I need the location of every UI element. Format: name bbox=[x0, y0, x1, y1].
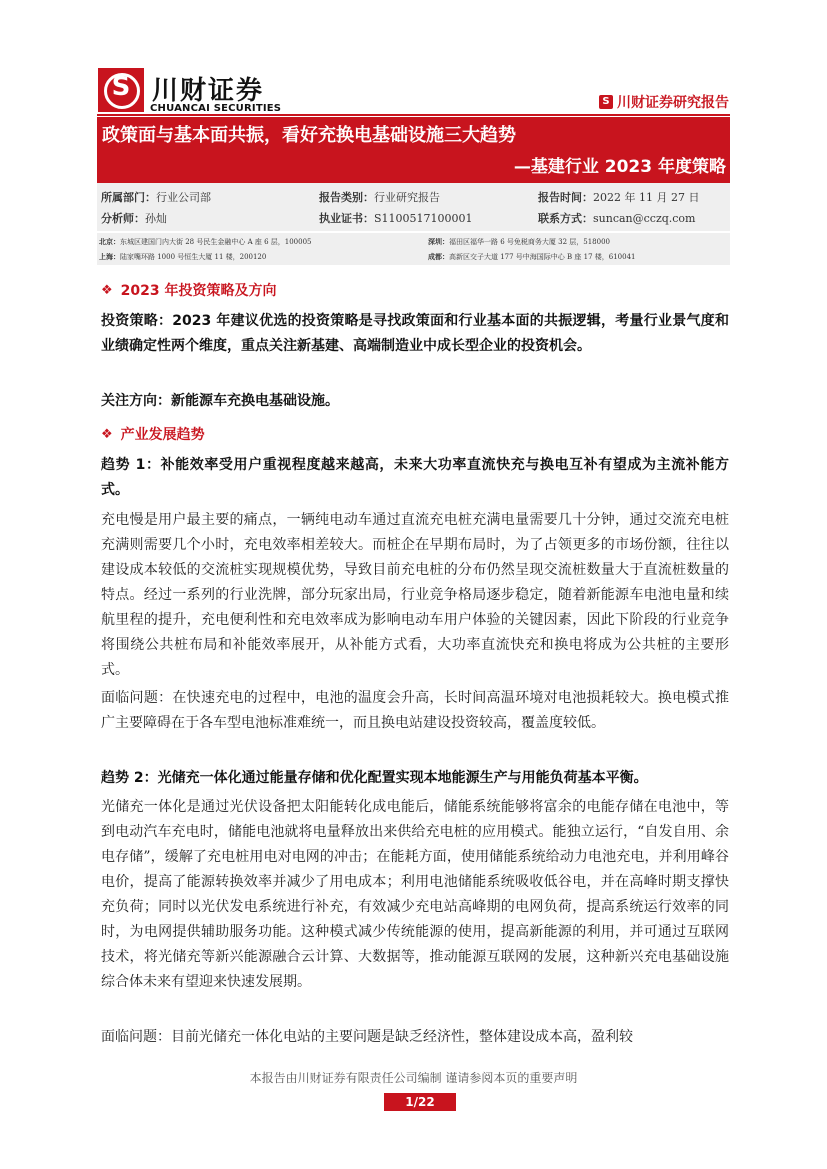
diamond-bullet-icon: ❖ bbox=[101, 426, 113, 442]
trend-1-issue: 面临问题：在快速充电的过程中，电池的温度会升高，长时间高温环境对电池损耗较大。换电模式推广主要障碍在于各车型电池标准难统一，而且换电站建设投资较高，覆盖度较低。 bbox=[101, 690, 729, 731]
report-title: 政策面与基本面共振，看好充换电基础设施三大趋势 bbox=[102, 125, 516, 146]
footer-disclaimer: 本报告由川财证券有限责任公司编制 谨请参阅本页的重要声明 bbox=[249, 1071, 578, 1085]
meta-contact: 联系方式：suncan@cczq.com bbox=[538, 212, 696, 225]
office-addresses bbox=[97, 233, 730, 265]
address-shanghai: 上海：陆家嘴环路 1000 号恒生大厦 11 楼，200120 bbox=[99, 253, 267, 261]
trend-1-title: 趋势 1：补能效率受用户重视程度越来越高，未来大功率直流快充与换电互补有望成为主流补能方式。 bbox=[101, 457, 729, 498]
address-chengdu: 成都：高新区交子大道 177 号中海国际中心 B 座 17 楼，610041 bbox=[428, 253, 636, 261]
logo-glyph: S bbox=[111, 72, 131, 102]
chuancai-logo-icon: S bbox=[599, 95, 613, 109]
trend-2-title: 趋势 2：光储充一体化通过能量存储和优化配置实现本地能源生产与用能负荷基本平衡。 bbox=[101, 770, 648, 786]
report-series-label: 川财证券研究报告 bbox=[617, 95, 729, 111]
trend-1-body: 充电慢是用户最主要的痛点，一辆纯电动车通过直流充电桩充满电量需要几十分钟，通过交流充电桩充满则需要几个小时，充电效率相差较大。而桩企在早期布局时，为了占领更多的市场份额，往往以建设成本较低的交流桩实现规模优势，导致目前充电桩的分布仍然呈现交流桩数量大于直流桩数量的特点。经过一系列的行业洗牌，部分玩家出局，行业竞争格局逐步稳定，随着新能源车电池电量和续航里程的提升，充电便利性和充电效率成为影响电动车用户体验的关键因素，因此下阶段的行业竞争将围绕公共桩布局和补能效率展开，从补能方式看，大功率直流快充和换电将成为公共桩的主要形式。 bbox=[101, 512, 729, 678]
diamond-bullet-icon: ❖ bbox=[101, 282, 113, 298]
report-subtitle: —基建行业 2023 年度策略 bbox=[513, 157, 726, 177]
company-logo bbox=[98, 68, 144, 112]
meta-dept: 所属部门：行业公司部 bbox=[101, 191, 211, 204]
meta-analyst: 分析师：孙灿 bbox=[101, 212, 167, 225]
address-shenzhen: 深圳：福田区福华一路 6 号免税商务大厦 32 层，518000 bbox=[428, 238, 610, 246]
focus-direction: 关注方向：新能源车充换电基础设施。 bbox=[101, 393, 339, 409]
header-divider bbox=[97, 114, 730, 116]
section-heading-strategy: ❖ 2023 年投资策略及方向 bbox=[101, 282, 277, 299]
page-number: 1/22 bbox=[384, 1093, 456, 1111]
company-name-en: CHUANCAI SECURITIES bbox=[150, 103, 282, 114]
meta-time: 报告时间：2022 年 11 月 27 日 bbox=[538, 191, 700, 204]
company-name-cn: 川财证券 bbox=[152, 76, 265, 106]
report-series bbox=[599, 92, 729, 112]
trend-2-issue: 面临问题：目前光储充一体化电站的主要问题是缺乏经济性，整体建设成本高，盈利较 bbox=[101, 1029, 633, 1045]
investment-strategy: 投资策略：2023 年建议优选的投资策略是寻找政策面和行业基本面的共振逻辑，考量行业景气度和业绩确定性两个维度，重点关注新基建、高端制造业中成长型企业的投资机会。 bbox=[101, 313, 729, 354]
title-banner bbox=[97, 117, 730, 183]
address-beijing: 北京：东城区建国门内大街 28 号民生金融中心 A 座 6 层，100005 bbox=[99, 238, 312, 246]
trend-2-body: 光储充一体化是通过光伏设备把太阳能转化成电能后，储能系统能够将富余的电能存储在电池中，等到电动汽车充电时，储能电池就将电量释放出来供给充电桩的应用模式。能独立运行，“自发自用、余电存储”，缓解了充电桩用电对电网的冲击；在能耗方面，使用储能系统给动力电池充电，并利用峰谷电价，提高了能源转换效率并减少了用电成本；利用电池储能系统吸收低谷电，并在高峰时期支撑快充负荷；同时以光伏发电系统进行补充，有效减少充电站高峰期的电网负荷，提高系统运行效率的同时，为电网提供辅助服务功能。这种模式减少传统能源的使用，提高新能源的利用，并可通过互联网技术，将光储充等新兴能源融合云计算、大数据等，推动能源互联网的发展，这种新兴充电基础设施综合体未来有望迎来快速发展期。 bbox=[101, 799, 729, 990]
report-meta bbox=[97, 183, 730, 231]
section-heading-trends: ❖ 产业发展趋势 bbox=[101, 426, 205, 443]
meta-type: 报告类别：行业研究报告 bbox=[319, 191, 440, 204]
meta-cert: 执业证书：S1100517100001 bbox=[319, 212, 473, 225]
